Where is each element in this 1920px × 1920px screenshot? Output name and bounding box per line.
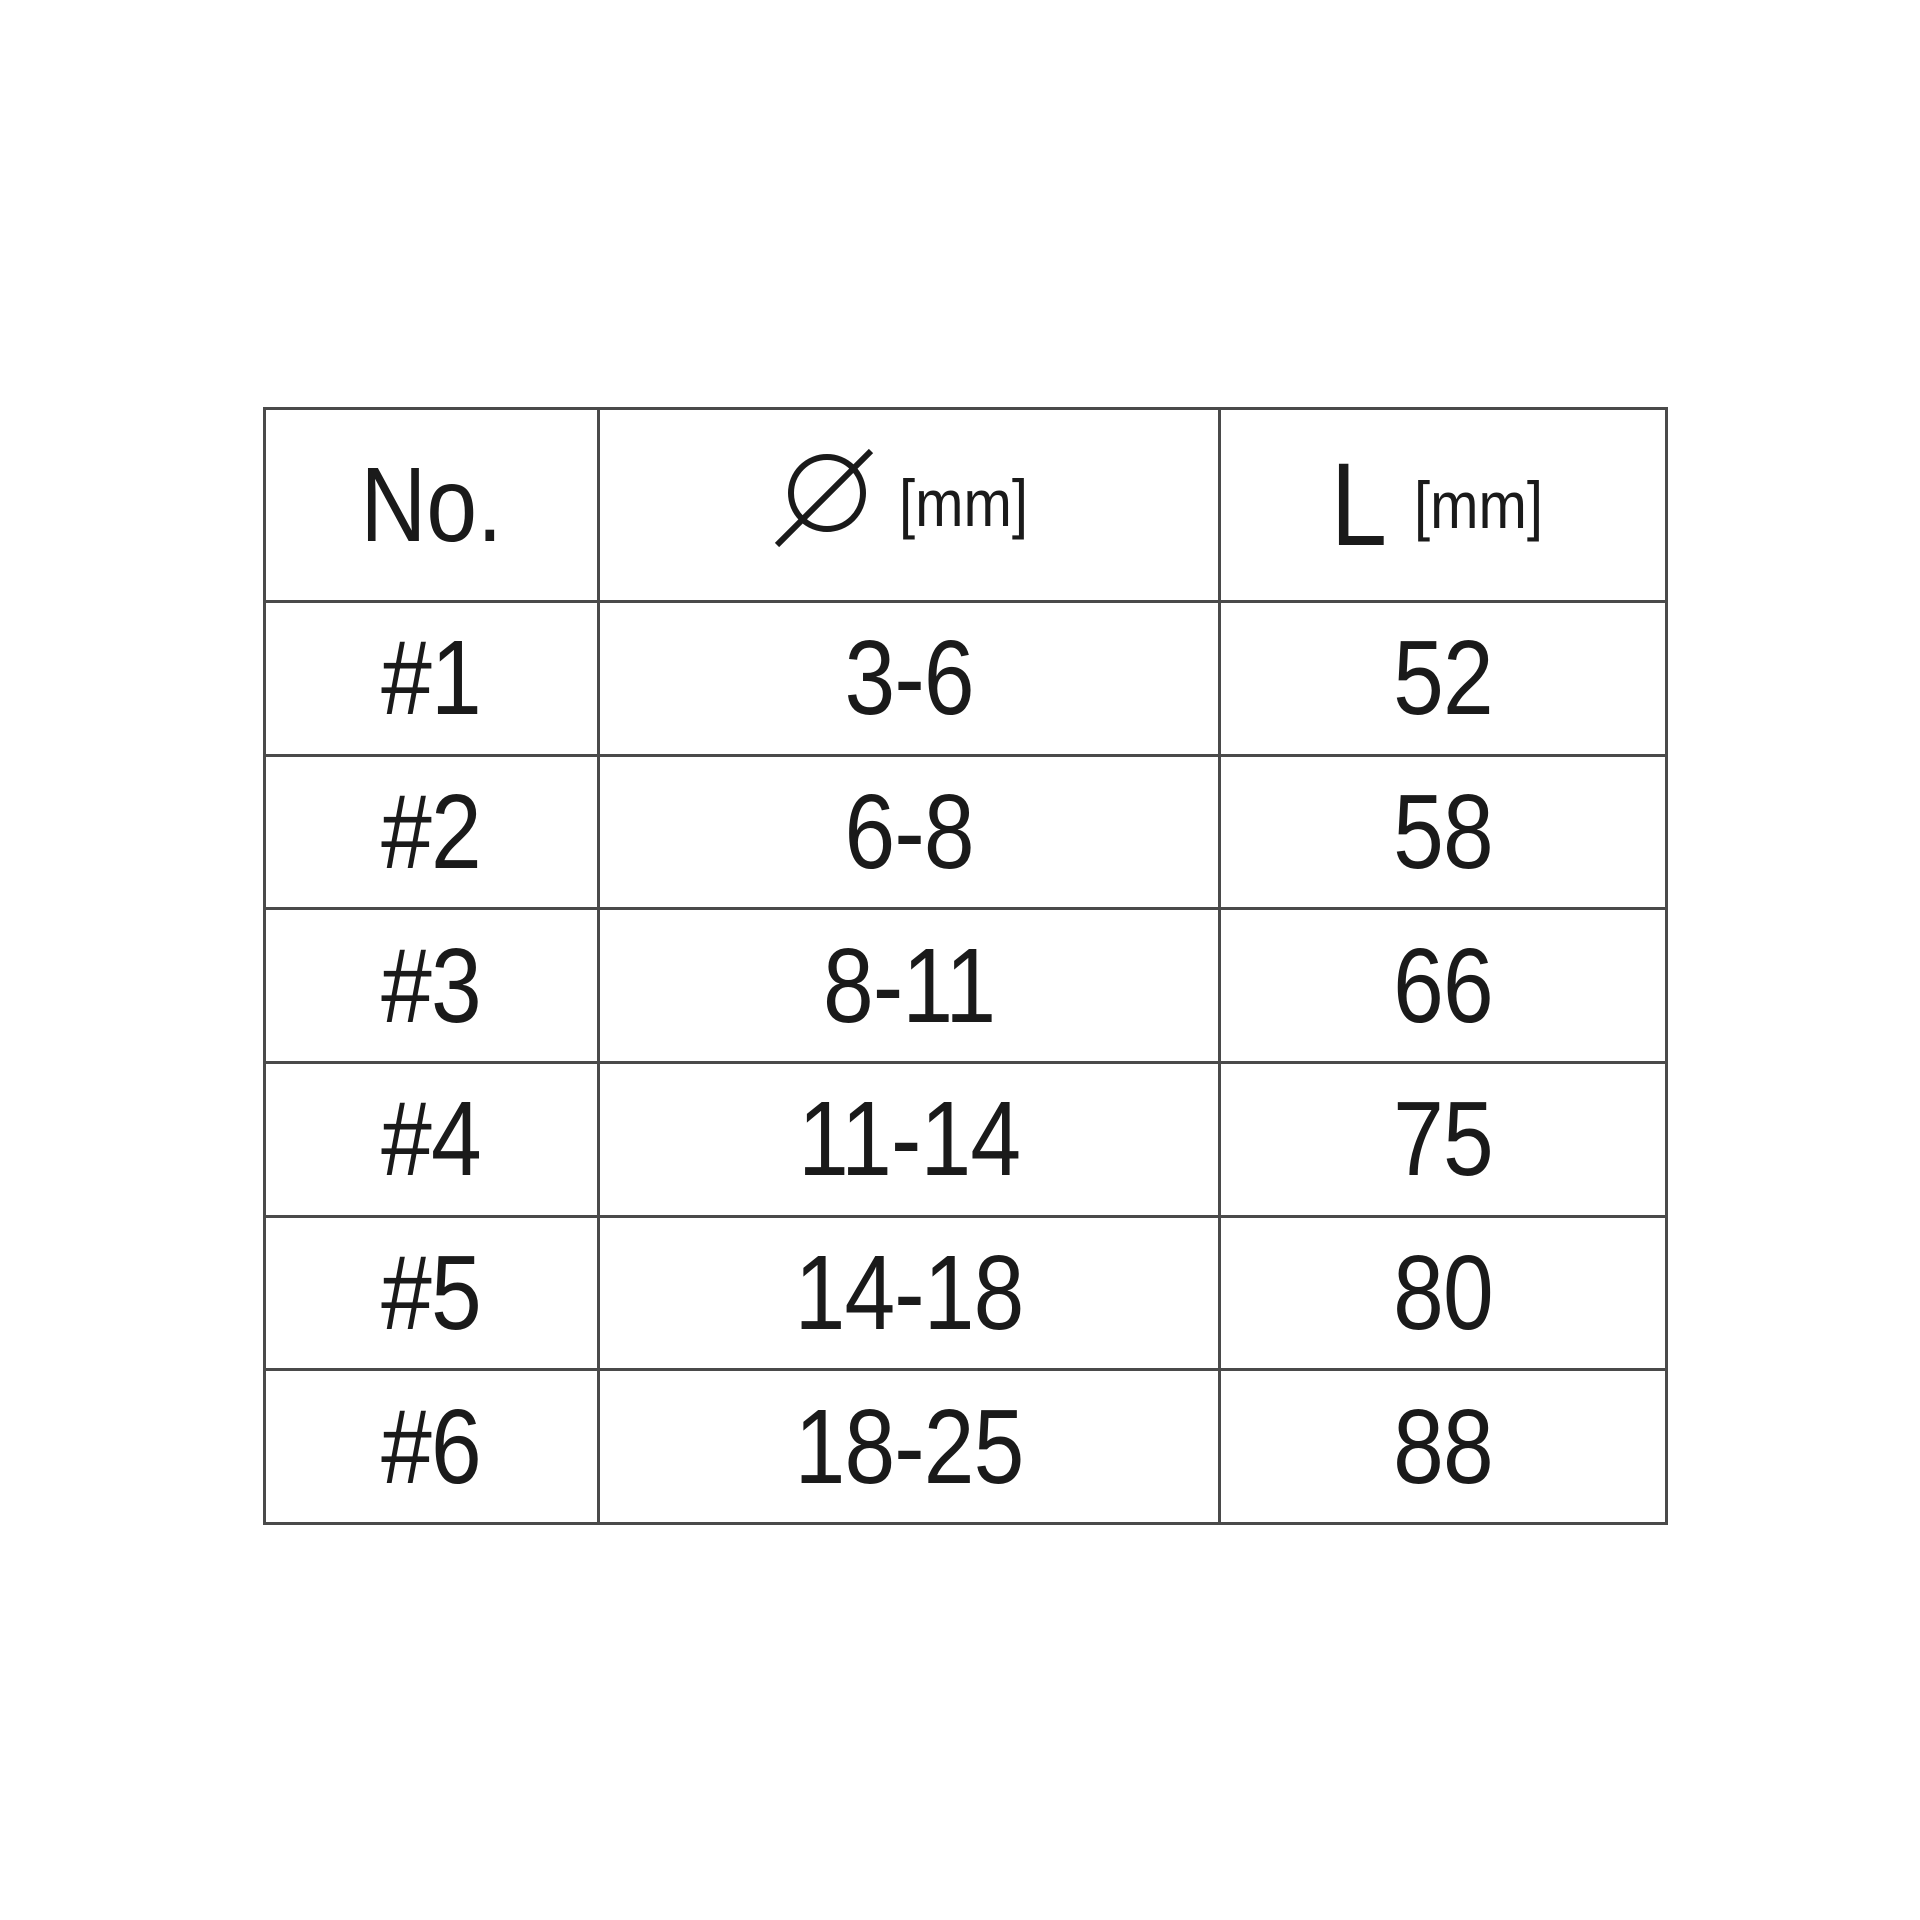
header-diameter: [598, 409, 1219, 602]
table-row: [265, 1062, 1667, 1216]
header-length-symbol: L: [1330, 439, 1387, 571]
cell-length: [1220, 1062, 1667, 1216]
cell-diameter-text: 18-25: [794, 1387, 1024, 1506]
table-row: [265, 1370, 1667, 1524]
header-no: [265, 409, 599, 602]
cell-no: [265, 602, 599, 756]
cell-length-text: 88: [1393, 1387, 1493, 1506]
cell-no-text: #4: [381, 1080, 482, 1199]
cell-diameter: [598, 755, 1219, 909]
cell-no: [265, 755, 599, 909]
cell-length: [1220, 602, 1667, 756]
diameter-icon: [773, 447, 877, 551]
cell-no: [265, 1062, 599, 1216]
cell-length: [1220, 755, 1667, 909]
cell-diameter: [598, 602, 1219, 756]
cell-diameter-text: 8-11: [822, 926, 995, 1045]
cell-diameter-text: 11-14: [797, 1080, 1020, 1199]
cell-no-text: #3: [381, 926, 482, 1045]
cell-diameter: [598, 1216, 1219, 1370]
cell-diameter: [598, 1062, 1219, 1216]
cell-no-text: #2: [381, 772, 482, 891]
table-header-row: [265, 409, 1667, 602]
cell-length-text: 75: [1393, 1080, 1493, 1199]
table-row: [265, 1216, 1667, 1370]
cell-length-text: 52: [1393, 619, 1493, 738]
cell-no-text: #6: [381, 1387, 482, 1506]
cell-no: [265, 1370, 599, 1524]
header-diameter-unit: [mm]: [898, 466, 1028, 540]
cell-no-text: #5: [381, 1233, 482, 1352]
cell-diameter: [598, 1370, 1219, 1524]
table-row: [265, 602, 1667, 756]
cell-diameter-text: 6-8: [844, 772, 974, 891]
cell-length: [1220, 909, 1667, 1063]
header-length-unit: [mm]: [1413, 468, 1543, 542]
table-row: [265, 755, 1667, 909]
cell-length: [1220, 1370, 1667, 1524]
cell-length-text: 80: [1393, 1233, 1493, 1352]
cell-length: [1220, 1216, 1667, 1370]
cell-no-text: #1: [381, 619, 482, 738]
cell-no: [265, 1216, 599, 1370]
cell-diameter-text: 3-6: [844, 619, 974, 738]
cell-no: [265, 909, 599, 1063]
cell-length-text: 58: [1393, 772, 1493, 891]
header-length: [1220, 409, 1667, 602]
size-spec-table: [263, 407, 1668, 1525]
cell-diameter: [598, 909, 1219, 1063]
header-no-label: No.: [360, 446, 503, 564]
table-row: [265, 909, 1667, 1063]
cell-length-text: 66: [1393, 926, 1493, 1045]
cell-diameter-text: 14-18: [794, 1233, 1024, 1352]
